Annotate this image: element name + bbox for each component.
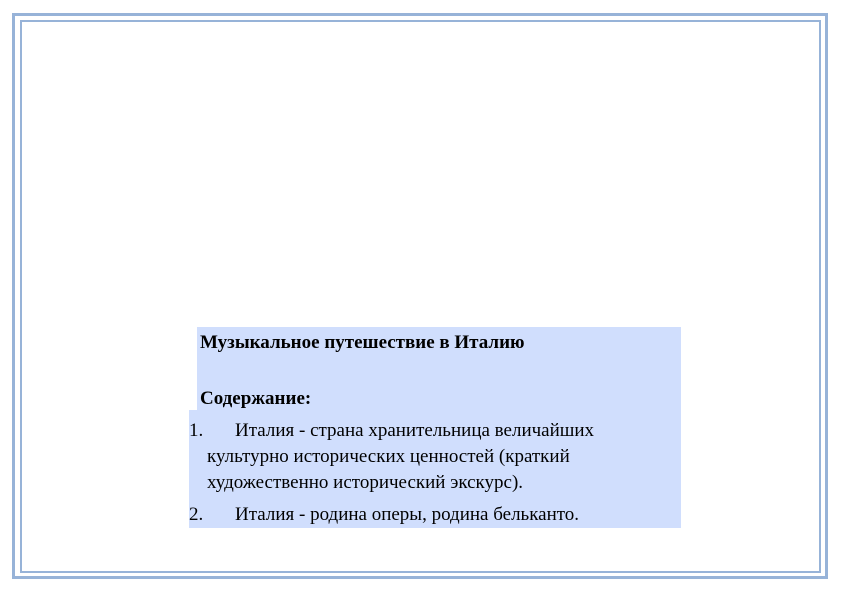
list-item-number: 2.: [189, 504, 204, 525]
contents-heading: Содержание:: [200, 388, 312, 409]
document-title: Музыкальное путешествие в Италию: [200, 332, 525, 353]
list-item-number: 1.: [189, 420, 204, 441]
list-item-text: Италия - родина оперы, родина бельканто.: [235, 504, 580, 525]
list-item-text: Италия - страна хранительница величайших культурно исторических ценностей (краткий художественно исторический экскурс).: [207, 420, 595, 493]
